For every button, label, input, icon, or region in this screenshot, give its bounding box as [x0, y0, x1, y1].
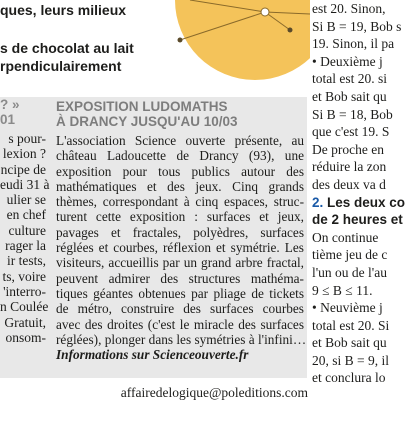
- fragment-line: lexion ?: [2, 146, 46, 162]
- fragment-line: onsom-: [5, 329, 46, 345]
- title-line: EXPOSITION LUDOMATHS: [56, 99, 228, 114]
- fragment-line: rager la: [5, 238, 46, 254]
- fragment-line: n Coulée: [0, 299, 49, 315]
- fragment-line: rpendiculairement: [0, 58, 122, 74]
- fragment-line: eudi 31 à: [0, 176, 50, 192]
- circle-diagram: [170, 0, 310, 90]
- article-body-line: thèmes, correspondant à cinq espaces, struc-: [56, 194, 304, 210]
- section-number: 2.: [312, 194, 324, 210]
- column-line: tième jeu de c: [312, 247, 388, 263]
- column-line: des deux va d: [312, 176, 386, 192]
- column-line: que c'est 19. S: [312, 124, 390, 140]
- article-body-line: avec des droites (c'est le miracle des surfaces: [56, 316, 304, 332]
- geometry-figure: [170, 0, 310, 90]
- fragment-heading-line: ? »: [0, 97, 20, 112]
- fragment-line: 'interro-: [3, 283, 46, 299]
- column-line: total est 20. si: [312, 71, 387, 87]
- article-body-line: de métro, construire des surfaces courbes: [56, 301, 304, 317]
- column-line: total est 20. Si: [312, 317, 390, 333]
- exposition-article: [56, 97, 307, 378]
- point-marker: [288, 28, 293, 33]
- fragment-line: ulier se: [6, 192, 46, 208]
- column-line: On continue: [312, 229, 379, 245]
- column-line: • Deuxième j: [312, 53, 383, 69]
- center-point: [261, 8, 269, 16]
- column-line: 20, si B = 9, il: [312, 352, 389, 368]
- article-body-line: peuvent admirer des structures mathéma-: [56, 270, 304, 286]
- article-body: [56, 133, 307, 363]
- title-line: À DRANCY JUSQU'AU 10/03: [56, 114, 238, 129]
- column-line: Si B = 19, Bob s: [312, 18, 402, 34]
- column-line: 9 ≤ B ≤ 11.: [312, 282, 373, 298]
- article-body-line: turent cette exposition : surfaces et jeux,: [56, 209, 304, 225]
- fragment-line: ques, leurs milieux: [0, 2, 127, 18]
- fragment-line: s pour-: [8, 131, 46, 146]
- fragment-line: s de chocolat au lait: [0, 40, 134, 56]
- article-body-line: château Ladoucette de Drancy (93), une: [56, 148, 304, 164]
- column-line: 19. Sinon, il pa: [312, 36, 395, 52]
- article-title: [56, 99, 304, 129]
- previous-article-fragment: [0, 0, 170, 90]
- column-line: réduire la zon: [312, 159, 387, 175]
- right-column-text: [312, 0, 415, 440]
- fragment-line: culture: [8, 222, 46, 238]
- article-credit: Informations sur Scienceouverte.fr: [56, 347, 249, 363]
- fragment-line: Gratuit,: [4, 314, 46, 330]
- article-body-line: mathématiques et des jeux. Cinq grands: [56, 178, 304, 194]
- column-line: 2. Les deux co: [312, 194, 406, 210]
- sidebar-box: [0, 97, 307, 378]
- column-line: • Neuvième j: [312, 300, 383, 316]
- column-line: et Bob sait qu: [312, 335, 387, 351]
- fragment-line: ir tests,: [7, 253, 46, 269]
- column-line: est 20. Sinon,: [312, 1, 386, 16]
- column-line: et conclura lo: [312, 370, 386, 386]
- article-body-line: réglées), plonger dans les symétries à l'infini…: [56, 331, 307, 347]
- article-body-line: L'association Science ouverte présente, au: [56, 133, 304, 148]
- fragment-line: en chef: [6, 207, 46, 223]
- fragment-line: ts, voire: [2, 268, 46, 284]
- column-line: Si B = 18, Bob: [312, 106, 393, 122]
- article-body-line: pavages et fractales, polyèdres, surfaces: [56, 224, 304, 240]
- column-line: De proche en: [312, 141, 384, 157]
- fragment-line: ncipe de: [0, 161, 46, 177]
- column-line: l'un ou de l'au: [312, 264, 387, 280]
- contact-email[interactable]: affairedelogique@poleditions.com: [120, 385, 308, 400]
- article-body-line: exposition pour tous publics autour des: [56, 163, 304, 179]
- column-line: de 2 heures et: [312, 212, 403, 228]
- article-body-line: réglées et courbes, réflexion et symétrie. Les: [56, 240, 304, 256]
- left-article-fragment: [0, 97, 50, 378]
- column-line: et Bob sait qu: [312, 88, 387, 104]
- point-marker: [178, 38, 183, 43]
- article-body-line: tiques géantes obtenues par pliage de tickets: [56, 285, 304, 301]
- circle-shape: [175, 0, 310, 80]
- article-body-line: visiteurs, accueillis par un grand arbre fractal,: [56, 255, 304, 271]
- fragment-heading-line: 01: [0, 112, 16, 127]
